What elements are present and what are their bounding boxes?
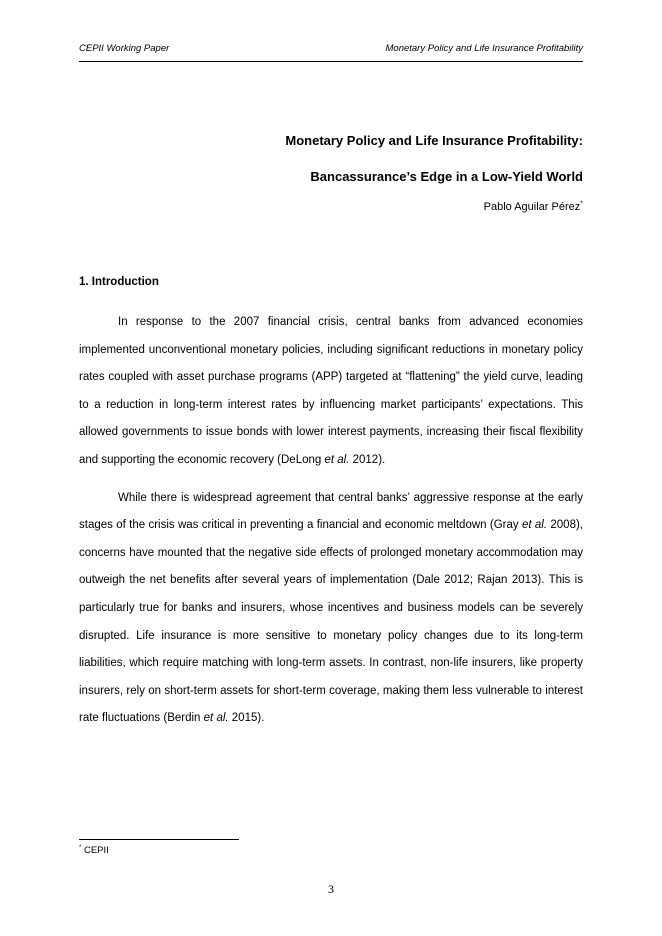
paragraph-2-text-c: 2015). (228, 712, 265, 725)
body-text (79, 309, 583, 743)
paragraph-2-text-a: While there is widespread agreement that central banks’ aggressive response at the early stages of the crisis was critical in preventing a financial and economic meltdown (Gray (79, 491, 583, 532)
author-footnote-mark: * (580, 200, 583, 208)
page-number: 3 (328, 882, 334, 896)
paragraph-1-text-b: 2012). (349, 453, 386, 466)
paragraph-2-text-b: 2008), concerns have mounted that the negative side effects of prolonged monetary accommodation may outweigh the net benefits after several years of implementation (Dale 2012; Rajan 2013). This is particularly true for banks and insurers, whose incentives and business models can be severely disrupted. Life insurance is more sensitive to monetary policy changes due to its long-term liabilities, which require matching with long-term assets. In contrast, non-life insurers, like property insurers, rely on short-term assets for short-term coverage, making them less vulnerable to interest rate fluctuations (Berdin (79, 519, 583, 725)
et-al-italic: et al. (521, 519, 548, 532)
paper-subtitle: Bancassurance’s Edge in a Low-Yield World (310, 169, 583, 184)
running-header (79, 41, 583, 62)
footnote-text: CEPII (83, 845, 109, 856)
footnote-mark: * (79, 844, 82, 851)
title-block (79, 132, 583, 214)
et-al-italic: et al. (203, 712, 229, 725)
paragraph-2 (79, 485, 583, 733)
author-name: Pablo Aguilar Pérez (483, 201, 581, 213)
paper-title: Monetary Policy and Life Insurance Profitability: (285, 133, 583, 148)
header-right: Monetary Policy and Life Insurance Profitability (385, 43, 583, 54)
header-left: CEPII Working Paper (79, 43, 170, 54)
section-heading: 1. Introduction (79, 276, 159, 288)
paragraph-1 (79, 309, 583, 475)
footnote (79, 845, 109, 856)
et-al-italic: et al. (324, 453, 350, 466)
paragraph-1-text-a: In response to the 2007 financial crisis, central banks from advanced economies implemented unconventional monetary policies, including significant reductions in monetary policy rates coupled with asset purchase programs (APP) targeted at “flattening” the yield curve, leading to a reduction in long-term interest rates by influencing market participants’ expectations. This allowed governments to issue bonds with lower interest payments, increasing their fiscal flexibility and supporting the economic recovery (DeLong (79, 316, 583, 466)
author-line (79, 200, 583, 214)
footnote-rule (79, 839, 239, 840)
